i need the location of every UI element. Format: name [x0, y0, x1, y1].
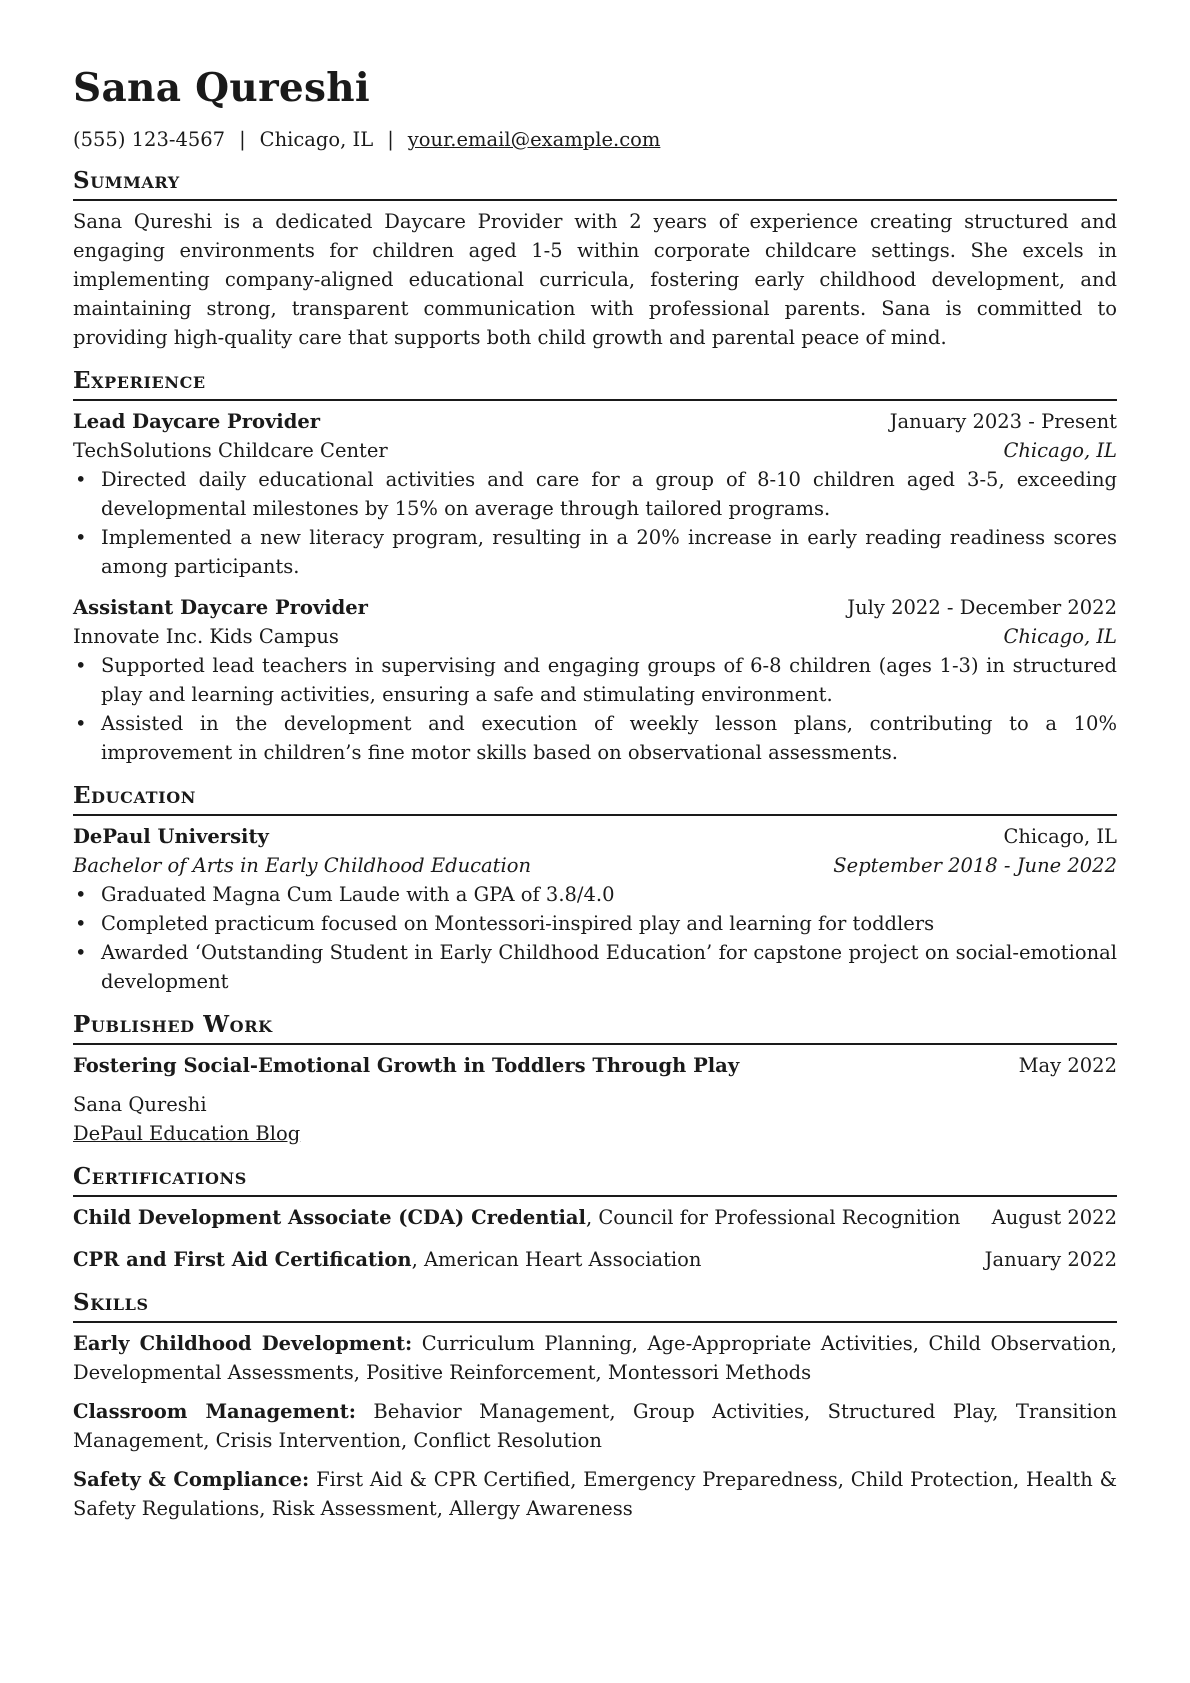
job-subheader: [73, 622, 1117, 651]
publication-date: May 2022: [1018, 1054, 1117, 1077]
bullet-item: • Completed practicum focused on Montessori-inspired play and learning for toddlers: [101, 909, 1117, 938]
certification-date: August 2022: [991, 1206, 1117, 1229]
job-dates: July 2022 - December 2022: [847, 596, 1117, 619]
job-dates: January 2023 - Present: [889, 410, 1117, 433]
school-name: DePaul University: [73, 825, 269, 848]
publication-title: Fostering Social-Emotional Growth in Toddlers Through Play: [73, 1054, 740, 1077]
job-bullets: [73, 651, 1117, 767]
skill-group-items: First Aid & CPR Certified, Emergency Preparedness, Child Protection, Health & Safety Regulations, Risk Assessment, Allergy Awareness: [73, 1468, 1118, 1520]
experience-heading: Experience: [73, 368, 1117, 401]
skill-group-items: Curriculum Planning, Age-Appropriate Activities, Child Observation, Developmental Assessments, Positive Reinforcement, Montessori Methods: [73, 1332, 1117, 1384]
bullet-item: • Assisted in the development and execution of weekly lesson plans, contributing to a 10% improvement in children’s fine motor skills based on observational assessments.: [101, 709, 1117, 767]
school-location: Chicago, IL: [1003, 825, 1117, 848]
phone-number: (555) 123-4567: [73, 128, 226, 151]
summary-text: Sana Qureshi is a dedicated Daycare Provider with 2 years of experience creating structured and engaging environments for children aged 1-5 within corporate childcare settings. She excels in implementing company-aligned educational curricula, fostering early childhood development, and maintaining strong, transparent communication with professional parents. Sana is committed to providing high-quality care that supports both child growth and parental peace of mind.: [73, 210, 1117, 349]
job-entry: [73, 593, 1117, 767]
job-role: Assistant Daycare Provider: [73, 596, 368, 619]
certification-text: [73, 1203, 960, 1232]
job-role: Lead Daycare Provider: [73, 410, 321, 433]
certification-name: CPR and First Aid Certification: [73, 1248, 412, 1271]
publication-author: Sana Qureshi: [73, 1093, 207, 1116]
contact-separator: |: [239, 128, 246, 151]
certification-row: [73, 1203, 1117, 1232]
certification-issuer: , Council for Professional Recognition: [585, 1206, 961, 1229]
job-header: [73, 593, 1117, 622]
certification-date: January 2022: [984, 1248, 1117, 1271]
contact-separator: |: [387, 128, 394, 151]
job-company: Innovate Inc. Kids Campus: [73, 625, 339, 648]
skill-group-items: Behavior Management, Group Activities, Structured Play, Transition Management, Crisis Intervention, Conflict Resolution: [73, 1400, 1117, 1452]
certifications-heading: Certifications: [73, 1164, 1117, 1197]
skill-group: [73, 1397, 1117, 1455]
job-subheader: [73, 436, 1117, 465]
bullet-item: • Graduated Magna Cum Laude with a GPA of 3.8/4.0: [101, 880, 1117, 909]
bullet-item: • Supported lead teachers in supervising and engaging groups of 6-8 children (ages 1-3) in structured play and learning activities, ensuring a safe and stimulating environment.: [101, 651, 1117, 709]
education-heading: Education: [73, 783, 1117, 816]
job-location: Chicago, IL: [1003, 439, 1117, 462]
certification-row: [73, 1245, 1117, 1274]
skill-group-label: Early Childhood Development:: [73, 1332, 413, 1355]
published-heading: Published Work: [73, 1012, 1117, 1045]
education-bullets: [73, 880, 1117, 996]
bullet-item: • Directed daily educational activities and care for a group of 8-10 children aged 3-5, exceeding developmental milestones by 15% on average through tailored programs.: [101, 465, 1117, 523]
certification-name: Child Development Associate (CDA) Credential: [73, 1206, 586, 1229]
education-dates: September 2018 - June 2022: [833, 854, 1117, 877]
job-bullets: [73, 465, 1117, 581]
education-entry: [73, 822, 1117, 996]
job-location: Chicago, IL: [1003, 625, 1117, 648]
certification-text: [73, 1245, 701, 1274]
skill-group: [73, 1465, 1117, 1523]
job-entry: [73, 407, 1117, 581]
skill-group-label: Classroom Management:: [73, 1400, 356, 1423]
skill-group-label: Safety & Compliance:: [73, 1468, 310, 1491]
job-company: TechSolutions Childcare Center: [73, 439, 388, 462]
job-header: [73, 407, 1117, 436]
bullet-item: • Implemented a new literacy program, resulting in a 20% increase in early reading readiness scores among participants.: [101, 523, 1117, 581]
degree: Bachelor of Arts in Early Childhood Education: [73, 854, 532, 877]
education-header: [73, 822, 1117, 851]
skill-group: [73, 1329, 1117, 1387]
skills-heading: Skills: [73, 1290, 1117, 1323]
contact-line: [73, 128, 1117, 152]
bullet-item: • Awarded ‘Outstanding Student in Early Childhood Education’ for capstone project on social-emotional development: [101, 938, 1117, 996]
publication-venue-link[interactable]: DePaul Education Blog: [73, 1122, 301, 1145]
publication-header: [73, 1051, 1117, 1080]
email-link[interactable]: your.email@example.com: [407, 128, 661, 151]
summary-heading: Summary: [73, 168, 1117, 201]
candidate-name: Sana Qureshi: [73, 65, 371, 111]
education-subheader: [73, 851, 1117, 880]
location: Chicago, IL: [259, 128, 374, 151]
certification-issuer: , American Heart Association: [411, 1248, 702, 1271]
